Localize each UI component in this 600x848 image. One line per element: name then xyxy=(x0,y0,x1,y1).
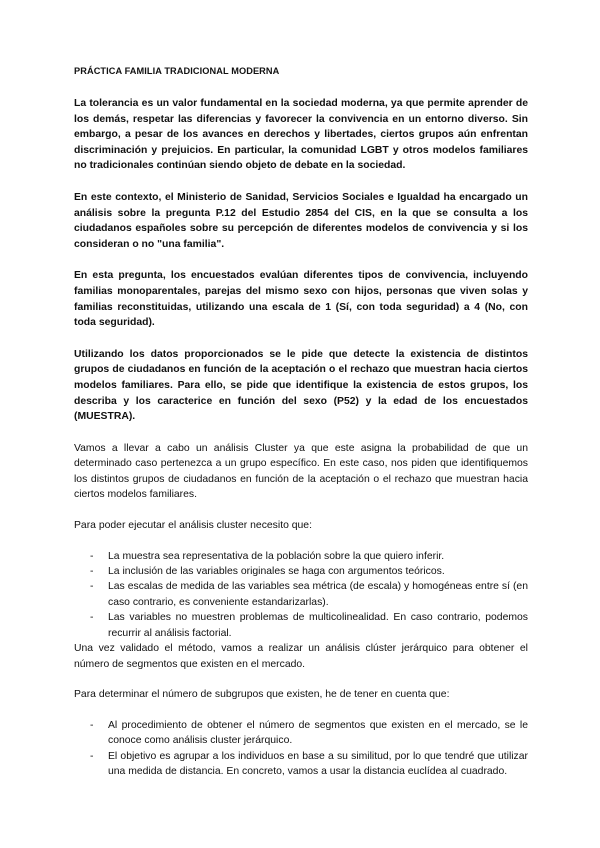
document-title: PRÁCTICA FAMILIA TRADICIONAL MODERNA xyxy=(74,66,280,76)
intro-paragraph-contexto: En este contexto, el Ministerio de Sanidad, Servicios Sociales e Igualdad ha encargado un análisis sobre la pregunta P.12 del Estudio 2854 del CIS, en la que se consulta a los ciudadanos españoles sobre su percepción de diferentes modelos de convivencia y si los consideran o no "una familia". xyxy=(74,191,528,250)
intro-paragraph-pregunta: En esta pregunta, los encuestados evalúan diferentes tipos de convivencia, incluyendo familias monoparentales, parejas del mismo sexo con hijos, personas que viven solas y familias reconstituidas, utilizando una escala de 1 (Sí, con toda seguridad) a 4 (No, con toda seguridad). xyxy=(74,270,528,329)
paragraph-cluster: Vamos a llevar a cabo un análisis Cluster ya que este asigna la probabilidad de que un determinado caso pertenezca a un grupo específico. En este caso, nos piden que identifiquemos los distintos grupos de ciudadanos en función de la aceptación o el rechazo que muestran hacia ciertos modelos familiares. xyxy=(74,442,528,501)
paragraph-validado: Una vez validado el método, vamos a realizar un análisis clúster jerárquico para obtener el número de segmentos que existen en el mercado. xyxy=(74,643,528,670)
paragraph-requisitos: Para poder ejecutar el análisis cluster necesito que: xyxy=(74,520,312,532)
list-item: - Las escalas de medida de las variables sea métrica (de escala) y homogéneas entre sí (en caso contrario, es conveniente estandarizarlas). xyxy=(74,579,528,610)
intro-paragraph-tarea: Utilizando los datos proporcionados se le pide que detecte la existencia de distintos grupos de ciudadanos en función de la aceptación o el rechazo que muestran hacia ciertos modelos familiares. Para ello, se pide que identifique la existencia de estos grupos, los describa y los caracterice en función del sexo (P52) y la edad de los encuestados (MUESTRA). xyxy=(74,348,528,423)
requisitos-list xyxy=(74,549,528,641)
document-page xyxy=(74,66,528,780)
list-item: - El objetivo es agrupar a los individuos en base a su similitud, por lo que tendré que utilizar una medida de distancia. En concreto, vamos a usar la distancia euclídea al cuadrado. xyxy=(74,749,528,780)
paragraph-determinar: Para determinar el número de subgrupos que existen, he de tener en cuenta que: xyxy=(74,689,450,701)
list-item: - Al procedimiento de obtener el número de segmentos que existen en el mercado, se le conoce como análisis cluster jerárquico. xyxy=(74,718,528,749)
list-item: - Las variables no muestren problemas de multicolinealidad. En caso contrario, podemos recurrir al análisis factorial. xyxy=(74,610,528,641)
list-item: - La muestra sea representativa de la población sobre la que quiero inferir. xyxy=(74,549,528,564)
intro-paragraph-tolerancia: La tolerancia es un valor fundamental en la sociedad moderna, ya que permite aprender de los demás, respetar las diferencias y favorecer la convivencia en un entorno diverso. Sin embargo, a pesar de los avances en derechos y libertades, ciertos grupos aún enfrentan discriminación y prejuicios. En particular, la comunidad LGBT y otros modelos familiares no tradicionales continúan siendo objeto de debate en la sociedad. xyxy=(74,98,528,172)
list-item: - La inclusión de las variables originales se haga con argumentos teóricos. xyxy=(74,564,528,579)
consideraciones-list xyxy=(74,718,528,780)
